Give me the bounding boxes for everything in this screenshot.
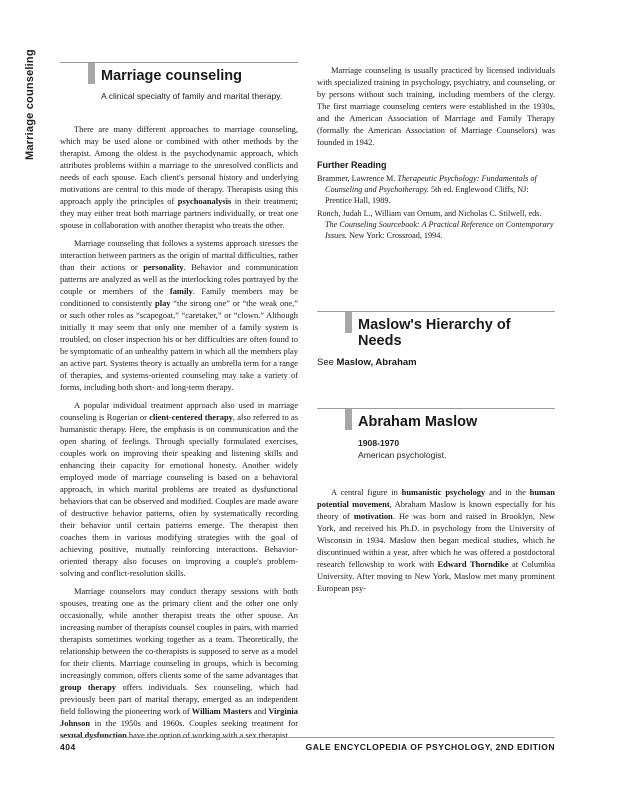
- header-bar-accent: [345, 312, 352, 333]
- text-run: Marriage counselors may conduct therapy sessions with both spouses, treating one as the primary client and the other one only occasionally, while another therapist treats the other spouse. An increasing number of therapists counsel couples in pairs, with married therapists sometimes working together as a team. Theoretically, the relationship between the co-therapists is supposed to serve as a model for their clients. Marriage counseling in groups, which is becoming increasingly common, offers clients some of the same advantages that: [60, 586, 298, 680]
- entry-nationality: American psychologist.: [358, 450, 447, 460]
- bold-term: human potential movement: [317, 487, 555, 509]
- entry-title: Maslow's Hierarchy of Needs: [358, 317, 511, 349]
- see-reference: [317, 357, 555, 368]
- bold-term: humanistic psychology: [401, 487, 486, 497]
- bold-term: Edward Thorndike: [437, 559, 509, 569]
- reference-item: [317, 208, 555, 241]
- text-run: Brammer, Lawrence M.: [317, 174, 398, 183]
- paragraph: [317, 486, 555, 594]
- text-run: have the option of working with a sex therapist.: [126, 730, 290, 740]
- entry-title: Marriage counseling: [101, 68, 243, 84]
- see-target-link[interactable]: Maslow, Abraham: [336, 357, 417, 368]
- text-run: Marriage counseling that follows a systems approach stresses the interaction between partners as the origin of marital difficulties, rather than their actions or: [60, 238, 298, 272]
- publication-title: GALE ENCYCLOPEDIA OF PSYCHOLOGY, 2ND EDITION: [305, 742, 555, 752]
- page-footer: [60, 737, 555, 752]
- bold-term: William Masters: [191, 706, 252, 716]
- entry-dates: 1908-1970: [358, 438, 400, 448]
- bold-term: Virginia Johnson: [60, 706, 298, 728]
- bold-term: family: [169, 286, 193, 296]
- entry-subtitle: A clinical specialty of family and marital therapy.: [101, 91, 283, 101]
- bold-term: sexual dysfunction: [60, 730, 127, 740]
- italic-title: Therapeutic Psychology: Fundamentals of Counseling and Psychotherapy.: [325, 174, 537, 194]
- text-run: New York: Crossroad, 1994.: [347, 231, 443, 240]
- header-rule: [60, 62, 298, 63]
- left-column: [60, 62, 298, 741]
- text-run: A central figure in: [331, 487, 402, 497]
- running-head-side-tab: Marriage counseling: [24, 49, 36, 160]
- entry-header-marriage-counseling: [60, 62, 298, 101]
- text-run: Ronch, Judah L., William van Ornum, and Nicholas C. Stilwell, eds.: [317, 209, 542, 218]
- further-reading-heading: Further Reading: [317, 160, 387, 170]
- bold-term: client-centered therapy: [149, 412, 233, 422]
- text-run: at Columbia University. After moving to New York, Maslow met many prominent European psy-: [317, 559, 555, 593]
- header-bar-accent: [345, 409, 352, 430]
- header-bar-accent: [88, 63, 95, 84]
- text-run: 5th ed. Englewood Cliffs, NJ: Prentice Hall, 1989.: [325, 185, 529, 205]
- entry-header-abraham-maslow: [317, 408, 555, 460]
- text-run: . Behavior and communication patterns are analyzed as well as the interlocking roles portrayed by the couple or members of the: [60, 262, 298, 296]
- paragraph: [317, 64, 555, 148]
- paragraph: [60, 585, 298, 741]
- text-run: There are many different approaches to marriage counseling, which may be used alone or combined with other methods by the therapist. Among the oldest is the psychodynamic approach, which attributes problems within a marriage to the unresolved conflicts and needs of each spouse. Each client's personal history and underlying motivations are central to this mode of therapy. Therapists using this approach apply the principles of: [60, 124, 298, 206]
- text-run: . He was born and raised in Brooklyn, New York, and received his Ph.D. in psychology from the University of Wisconsin in 1934. Maslow then began medical studies, which he discontinued within a year, after which he was offered a postdoctoral research fellowship to work with: [317, 511, 556, 569]
- reference-item: [317, 173, 555, 206]
- paragraph: [60, 123, 298, 231]
- text-run: . Family members may be conditioned to consistently: [60, 286, 298, 308]
- entry-header-maslow-hierarchy: [317, 311, 555, 349]
- text-run: , Abraham Maslow is known especially for his theory of: [317, 499, 555, 521]
- text-run: in the 1950s and 1960s. Couples seeking treatment for: [90, 718, 298, 728]
- text-run: in their treatment; they may either treat both marriage partners individually, or treat one spouse in collaboration with another therapist who treats the other.: [60, 196, 298, 230]
- text-run: and in the: [485, 487, 530, 497]
- bold-term: personality: [143, 262, 184, 272]
- bold-term: group therapy: [60, 682, 116, 692]
- entry-title: Abraham Maslow: [358, 414, 478, 430]
- header-rule: [317, 408, 555, 409]
- see-label: See: [317, 357, 334, 368]
- paragraph: [60, 399, 298, 579]
- page-number: 404: [60, 742, 76, 752]
- bold-term: play: [155, 298, 171, 308]
- right-column: [317, 64, 555, 594]
- bold-term: motivation: [353, 511, 393, 521]
- text-run: A popular individual treatment approach also used in marriage counseling is Rogerian or: [60, 400, 298, 422]
- text-run: offers individuals. Sex counseling, which had previously been part of marital therapy, emerged as an independent field following the pioneering work of: [60, 682, 298, 716]
- italic-title: The Counseling Sourcebook: A Practical Reference on Contemporary Issues.: [325, 220, 554, 240]
- text-run: , also referred to as humanistic therapy. Here, the emphasis is on communication and the open sharing of feelings. Through specially formulated exercises, couples work on improving their speaking and listening skills and enhancing their capacity for emotional honesty. Another widely employed mode of marriage counseling is based on a behavioral approach, in which marital problems are treated as dysfunctional behaviors that can be observed and modified. Couples are made aware of destructive behavior patterns, often by systematically recording their behavior until certain patterns emerge. The therapist then coaches them in various modifying strategies with the goal of achieving positive, mutually reinforcing interactions. Behavior-oriented therapy also focuses on improving a couple's problem-solving and conflict-resolution skills.: [60, 412, 298, 578]
- paragraph: [60, 237, 298, 393]
- bold-term: psychoanalysis: [177, 196, 232, 206]
- text-run: “the strong one” or “the weak one,” or such other roles as “scapegoat,” “caretaker,” or “clown.” Although initially it may seem that only one member of a family system is troubled, on closer inspection his or her difficulties are often found to be symptomatic of an unhealthy pattern in which all the members play an active part. Systems theory is actually an umbrella term for a range of therapies, and systems-oriented counseling may take a variety of forms, including both short- and long-term therapy.: [60, 298, 298, 392]
- text-run: Marriage counseling is usually practiced by licensed individuals with specialized training in psychology, psychiatry, and counseling, or by persons without such training, including members of the clergy. The first marriage counseling centers were established in the 1930s, and the American Association of Marriage and Family Therapy (formally the American Association of Marriage Counselors) was founded in 1942.: [317, 65, 555, 147]
- text-run: and: [251, 706, 269, 716]
- header-rule: [317, 311, 555, 312]
